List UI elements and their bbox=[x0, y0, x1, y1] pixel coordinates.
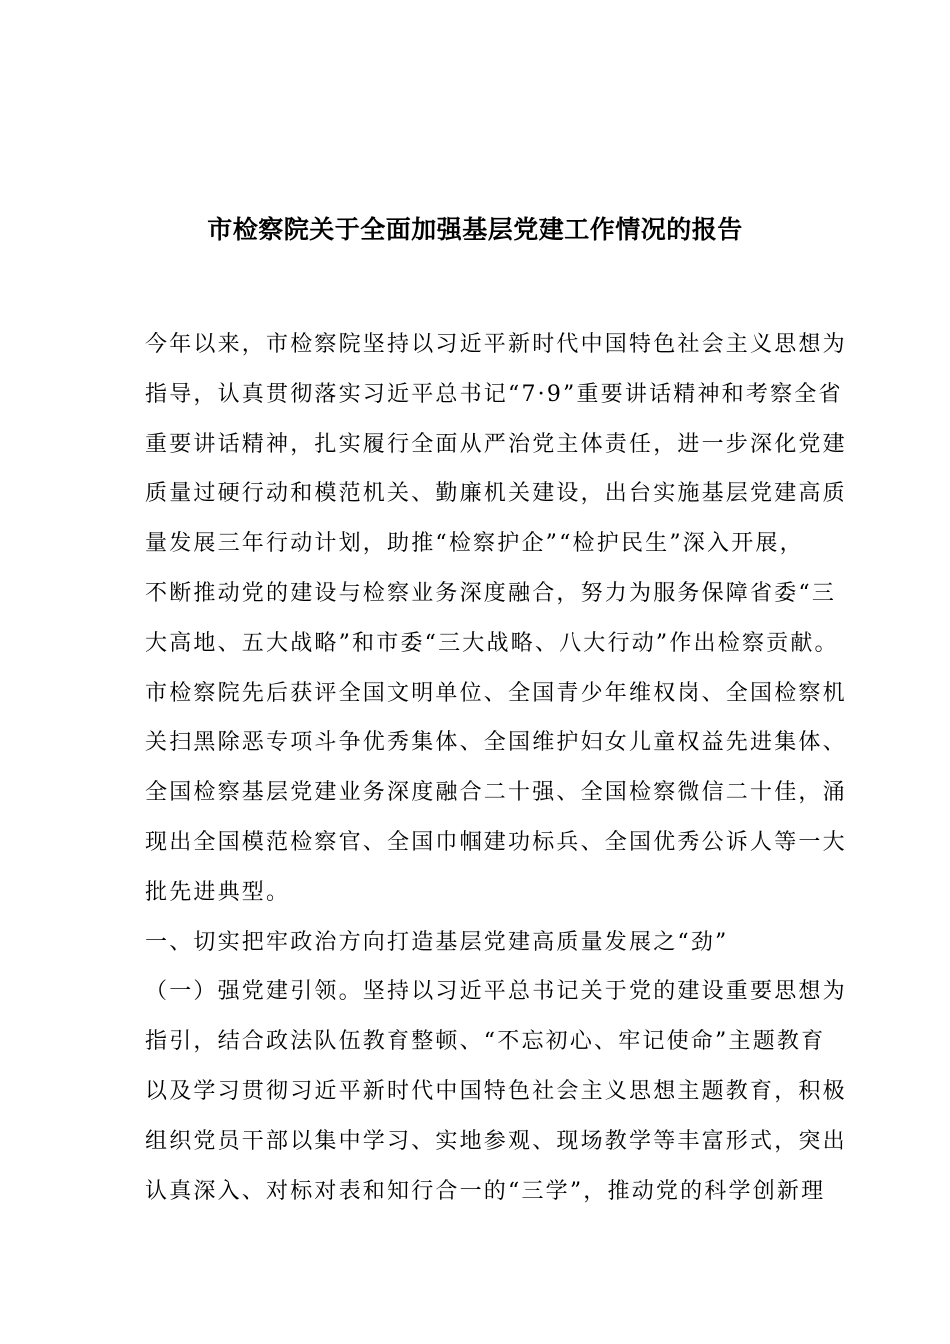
body-line: 市检察院先后获评全国文明单位、全国青少年维权岗、全国检察机 bbox=[145, 680, 847, 706]
body-line: 认真深入、对标对表和知行合一的“三学”，推动党的科学创新理 bbox=[145, 1178, 826, 1204]
section-heading: 一、切实把牢政治方向打造基层党建高质量发展之“劲” bbox=[145, 929, 729, 955]
body-line: 指引，结合政法队伍教育整顿、“不忘初心、牢记使命”主题教育 bbox=[145, 1029, 826, 1055]
body-line: 以及学习贯彻习近平新时代中国特色社会主义思想主题教育，积极 bbox=[145, 1078, 847, 1104]
body-line: 今年以来，市检察院坚持以习近平新时代中国特色社会主义思想为 bbox=[145, 332, 847, 357]
body-line: 不断推动党的建设与检察业务深度融合，努力为服务保障省委“三 bbox=[145, 580, 837, 606]
body-line: 指导，认真贯彻落实习近平总书记“7·9”重要讲话精神和考察全省 bbox=[145, 381, 843, 407]
document-body bbox=[145, 330, 845, 1226]
body-line: 批先进典型。 bbox=[145, 879, 291, 905]
body-line: 重要讲话精神，扎实履行全面从严治党主体责任，进一步深化党建 bbox=[145, 431, 847, 457]
body-line: 现出全国模范检察官、全国巾帼建功标兵、全国优秀公诉人等一大 bbox=[145, 829, 847, 855]
body-line: 量发展三年行动计划，助推“检察护企”“检护民生”深入开展， bbox=[145, 531, 804, 557]
body-line: 大高地、五大战略”和市委“三大战略、八大行动”作出检察贡献。 bbox=[145, 630, 839, 656]
body-line: （一）强党建引领。坚持以习近平总书记关于党的建设重要思想为 bbox=[145, 979, 847, 1005]
body-line: 全国检察基层党建业务深度融合二十强、全国检察微信二十佳，涌 bbox=[145, 780, 847, 806]
document-title: 市检察院关于全面加强基层党建工作情况的报告 bbox=[207, 215, 743, 244]
body-line: 关扫黑除恶专项斗争优秀集体、全国维护妇女儿童权益先进集体、 bbox=[145, 730, 847, 756]
body-line: 质量过硬行动和模范机关、勤廉机关建设，出台实施基层党建高质 bbox=[145, 481, 847, 507]
body-line: 组织党员干部以集中学习、实地参观、现场教学等丰富形式，突出 bbox=[145, 1128, 847, 1154]
